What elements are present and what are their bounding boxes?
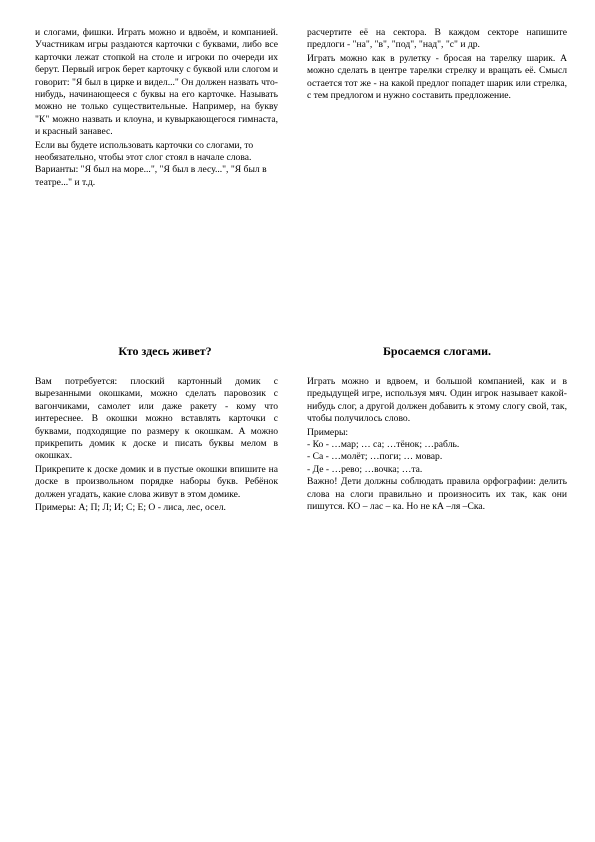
section-title-throwing-syllables: Бросаемся слогами. bbox=[383, 344, 491, 358]
example-line: - Де - …рево; …вочка; …та. bbox=[307, 463, 423, 475]
column-bottom-right bbox=[307, 376, 567, 514]
paragraph: Если вы будете использовать карточки со слогами, то необязательно, чтобы этот слог стоял в начале слова. bbox=[35, 139, 254, 164]
example-line: - Ко - …мар; … са; …тёнок; …рабль. bbox=[307, 439, 460, 451]
paragraph: Важно! Дети должны соблюдать правила орфографии: делить слова на слоги правильно и произносить их так, как они пишутся. КО – лас – ка. Но не кА –ля –Ска. bbox=[307, 476, 567, 513]
paragraph: Играть можно как в рулетку - бросая на тарелку шарик. А можно сделать в центре тарелки стрелку и вращать её. Смысл остается тот же - на какой предлог попадет шарик или стрелка, с тем предлогом и нужно составить предложение. bbox=[307, 52, 567, 102]
paragraph: и слогами, фишки. Играть можно и вдвоём, и компанией. Участникам игры раздаются карточки с буквами, либо все карточки лежат стопкой на столе и игроки по очереди их берут. Первый игрок берет карточку с буквой или слогом и говорит: "Я был в цирке и видел..." Он должен назвать что-нибудь, начинающееся с буквы на его карточке. Называть можно не только существительные. Например, на букву "К" можно назвать и клоуна, и кувыркающегося гимнаста, и красный занавес. bbox=[35, 27, 278, 138]
paragraph: Вам потребуется: плоский картонный домик с вырезанными окошками, можно сделать паровозик с вагончиками, самолет или даже ракету - кому что интереснее. В окошки можно вставлять карточки с буквами, подходящие по размеру к окошкам. А можно прикрепить домик к доске и писать буквы мелом в окошках. bbox=[35, 376, 278, 462]
paragraph: расчертите её на сектора. В каждом секторе напишите предлоги - "на", "в", "под", "над", "с" и др. bbox=[307, 27, 567, 51]
examples-label: Примеры: bbox=[307, 426, 349, 438]
column-bottom-left bbox=[35, 376, 278, 514]
paragraph: Варианты: "Я был на море...", "Я был в лесу...", "Я был в театре..." и т.д. bbox=[35, 164, 267, 188]
example-line: - Са - …молёт; …поги; … мовар. bbox=[307, 451, 443, 463]
paragraph: Примеры: А; П; Л; И; С; Е; О - лиса, лес, осел. bbox=[35, 502, 226, 514]
section-title-who-lives-here: Кто здесь живет? bbox=[118, 344, 212, 358]
column-top-left bbox=[35, 27, 278, 189]
column-top-right bbox=[307, 27, 567, 103]
paragraph: Играть можно и вдвоем, и большой компанией, как и в предыдущей игре, используя мяч. Один игрок называет какой-нибудь слог, а другой должен добавить к этому слогу свой, так, чтобы получилось слово. bbox=[307, 376, 567, 425]
paragraph: Прикрепите к доске домик и в пустые окошки впишите на доске в произвольном порядке наборы букв. Ребёнок должен угадать, какие слова живут в этом домике. bbox=[35, 463, 278, 500]
